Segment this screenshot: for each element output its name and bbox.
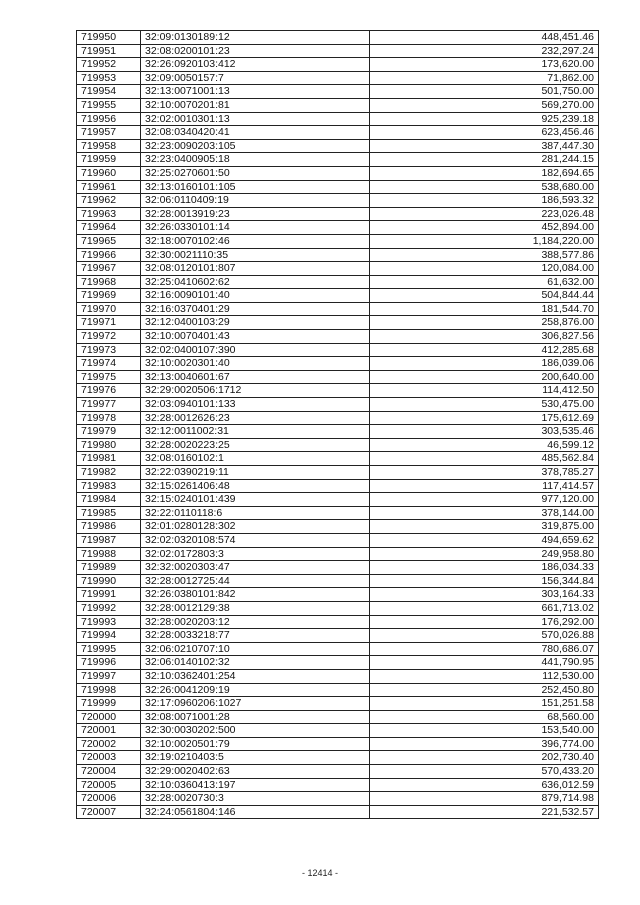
cadastral-number-cell: 32:15:0240101:439: [141, 493, 370, 507]
cadastral-number-cell: 32:18:0070102:46: [141, 234, 370, 248]
record-id-cell: 719967: [77, 262, 141, 276]
amount-cell: 412,285.68: [370, 343, 599, 357]
cadastral-number-cell: 32:29:0020402:63: [141, 765, 370, 779]
cadastral-number-cell: 32:02:0400107:390: [141, 343, 370, 357]
record-id-cell: 720000: [77, 710, 141, 724]
record-id-cell: 719978: [77, 411, 141, 425]
table-row: [77, 547, 599, 561]
record-id-cell: 719975: [77, 370, 141, 384]
record-id-cell: 719997: [77, 669, 141, 683]
record-id-cell: 719999: [77, 697, 141, 711]
record-id-cell: 719968: [77, 275, 141, 289]
table-row: [77, 710, 599, 724]
cadastral-number-cell: 32:28:0020730:3: [141, 792, 370, 806]
record-id-cell: 720004: [77, 765, 141, 779]
table-row: [77, 533, 599, 547]
cadastral-number-cell: 32:12:0011002:31: [141, 425, 370, 439]
record-id-cell: 719996: [77, 656, 141, 670]
amount-cell: 501,750.00: [370, 85, 599, 99]
cadastral-number-cell: 32:10:0070201:81: [141, 98, 370, 112]
table-row: [77, 180, 599, 194]
cadastral-number-cell: 32:01:0280128:302: [141, 520, 370, 534]
amount-cell: 117,414.57: [370, 479, 599, 493]
amount-cell: 181,544.70: [370, 302, 599, 316]
cadastral-number-cell: 32:28:0033218:77: [141, 629, 370, 643]
cadastral-number-cell: 32:08:0340420:41: [141, 126, 370, 140]
cadastral-number-cell: 32:28:0012626:23: [141, 411, 370, 425]
cadastral-number-cell: 32:06:0210707:10: [141, 642, 370, 656]
cadastral-number-cell: 32:23:0400905:18: [141, 153, 370, 167]
record-id-cell: 719951: [77, 44, 141, 58]
amount-cell: 186,039.06: [370, 357, 599, 371]
record-id-cell: 719971: [77, 316, 141, 330]
cadastral-number-cell: 32:16:0370401:29: [141, 302, 370, 316]
record-id-cell: 720002: [77, 737, 141, 751]
amount-cell: 494,659.62: [370, 533, 599, 547]
cadastral-number-cell: 32:13:0040601:67: [141, 370, 370, 384]
cadastral-number-cell: 32:28:0012725:44: [141, 574, 370, 588]
table-row: [77, 194, 599, 208]
cadastral-number-cell: 32:23:0090203:105: [141, 139, 370, 153]
table-row: [77, 357, 599, 371]
record-id-cell: 719991: [77, 588, 141, 602]
record-id-cell: 719987: [77, 533, 141, 547]
amount-cell: 182,694.65: [370, 166, 599, 180]
record-id-cell: 719985: [77, 506, 141, 520]
table-row: [77, 629, 599, 643]
table-row: [77, 574, 599, 588]
record-id-cell: 719989: [77, 561, 141, 575]
amount-cell: 780,686.07: [370, 642, 599, 656]
amount-cell: 319,875.00: [370, 520, 599, 534]
record-id-cell: 719995: [77, 642, 141, 656]
record-id-cell: 719950: [77, 31, 141, 45]
cadastral-number-cell: 32:10:0360413:197: [141, 778, 370, 792]
record-id-cell: 719994: [77, 629, 141, 643]
cadastral-number-cell: 32:10:0362401:254: [141, 669, 370, 683]
amount-cell: 623,456.46: [370, 126, 599, 140]
record-id-cell: 719980: [77, 438, 141, 452]
amount-cell: 441,790.95: [370, 656, 599, 670]
table-row: [77, 561, 599, 575]
amount-cell: 452,894.00: [370, 221, 599, 235]
table-row: [77, 248, 599, 262]
amount-cell: 569,270.00: [370, 98, 599, 112]
record-id-cell: 719972: [77, 330, 141, 344]
amount-cell: 378,144.00: [370, 506, 599, 520]
table-row: [77, 601, 599, 615]
amount-cell: 1,184,220.00: [370, 234, 599, 248]
table-row: [77, 683, 599, 697]
table-row: [77, 452, 599, 466]
record-id-cell: 719959: [77, 153, 141, 167]
table-row: [77, 588, 599, 602]
amount-cell: 448,451.46: [370, 31, 599, 45]
amount-cell: 151,251.58: [370, 697, 599, 711]
table-row: [77, 139, 599, 153]
table-row: [77, 44, 599, 58]
record-id-cell: 720006: [77, 792, 141, 806]
cadastral-number-cell: 32:30:0030202:500: [141, 724, 370, 738]
record-id-cell: 719986: [77, 520, 141, 534]
table-row: [77, 805, 599, 819]
amount-cell: 249,958.80: [370, 547, 599, 561]
cadastral-number-cell: 32:32:0020303:47: [141, 561, 370, 575]
table-row: [77, 98, 599, 112]
amount-cell: 186,034.33: [370, 561, 599, 575]
cadastral-number-cell: 32:09:0130189:12: [141, 31, 370, 45]
table-row: [77, 425, 599, 439]
ledger-body: [77, 31, 599, 819]
record-id-cell: 719953: [77, 71, 141, 85]
amount-cell: 388,577.86: [370, 248, 599, 262]
table-row: [77, 792, 599, 806]
table-row: [77, 479, 599, 493]
record-id-cell: 719976: [77, 384, 141, 398]
cadastral-number-cell: 32:10:0020501:79: [141, 737, 370, 751]
amount-cell: 925,239.18: [370, 112, 599, 126]
cadastral-number-cell: 32:22:0390219:11: [141, 466, 370, 480]
amount-cell: 303,535.46: [370, 425, 599, 439]
amount-cell: 175,612.69: [370, 411, 599, 425]
record-id-cell: 719981: [77, 452, 141, 466]
table-row: [77, 778, 599, 792]
cadastral-number-cell: 32:26:0330101:14: [141, 221, 370, 235]
table-row: [77, 370, 599, 384]
record-id-cell: 719998: [77, 683, 141, 697]
cadastral-number-cell: 32:06:0140102:32: [141, 656, 370, 670]
record-id-cell: 719988: [77, 547, 141, 561]
table-row: [77, 411, 599, 425]
amount-cell: 156,344.84: [370, 574, 599, 588]
amount-cell: 387,447.30: [370, 139, 599, 153]
amount-cell: 485,562.84: [370, 452, 599, 466]
cadastral-number-cell: 32:15:0261406:48: [141, 479, 370, 493]
table-row: [77, 262, 599, 276]
record-id-cell: 720007: [77, 805, 141, 819]
record-id-cell: 719954: [77, 85, 141, 99]
record-id-cell: 719962: [77, 194, 141, 208]
record-id-cell: 719984: [77, 493, 141, 507]
table-row: [77, 289, 599, 303]
cadastral-number-cell: 32:09:0050157:7: [141, 71, 370, 85]
table-row: [77, 234, 599, 248]
table-row: [77, 85, 599, 99]
table-row: [77, 669, 599, 683]
amount-cell: 223,026.48: [370, 207, 599, 221]
amount-cell: 530,475.00: [370, 398, 599, 412]
cadastral-number-cell: 32:25:0270601:50: [141, 166, 370, 180]
cadastral-number-cell: 32:02:0320108:574: [141, 533, 370, 547]
amount-cell: 306,827.56: [370, 330, 599, 344]
amount-cell: 252,450.80: [370, 683, 599, 697]
amount-cell: 636,012.59: [370, 778, 599, 792]
amount-cell: 661,713.02: [370, 601, 599, 615]
amount-cell: 71,862.00: [370, 71, 599, 85]
table-row: [77, 493, 599, 507]
amount-cell: 153,540.00: [370, 724, 599, 738]
record-id-cell: 719983: [77, 479, 141, 493]
record-id-cell: 719970: [77, 302, 141, 316]
amount-cell: 378,785.27: [370, 466, 599, 480]
amount-cell: 202,730.40: [370, 751, 599, 765]
cadastral-number-cell: 32:08:0120101:807: [141, 262, 370, 276]
cadastral-number-cell: 32:08:0160102:1: [141, 452, 370, 466]
amount-cell: 186,593.32: [370, 194, 599, 208]
cadastral-number-cell: 32:28:0020223:25: [141, 438, 370, 452]
amount-cell: 504,844.44: [370, 289, 599, 303]
record-id-cell: 719974: [77, 357, 141, 371]
amount-cell: 176,292.00: [370, 615, 599, 629]
table-row: [77, 656, 599, 670]
amount-cell: 538,680.00: [370, 180, 599, 194]
table-row: [77, 153, 599, 167]
cadastral-number-cell: 32:30:0021110:35: [141, 248, 370, 262]
amount-cell: 570,433.20: [370, 765, 599, 779]
cadastral-number-cell: 32:12:0400103:29: [141, 316, 370, 330]
table-row: [77, 166, 599, 180]
record-id-cell: 719957: [77, 126, 141, 140]
amount-cell: 281,244.15: [370, 153, 599, 167]
cadastral-number-cell: 32:26:0920103:412: [141, 58, 370, 72]
record-id-cell: 719964: [77, 221, 141, 235]
record-id-cell: 719973: [77, 343, 141, 357]
cadastral-number-cell: 32:28:0013919:23: [141, 207, 370, 221]
amount-cell: 61,632.00: [370, 275, 599, 289]
amount-cell: 303,164.33: [370, 588, 599, 602]
cadastral-number-cell: 32:10:0070401:43: [141, 330, 370, 344]
cadastral-number-cell: 32:08:0200101:23: [141, 44, 370, 58]
amount-cell: 396,774.00: [370, 737, 599, 751]
table-row: [77, 384, 599, 398]
cadastral-number-cell: 32:22:0110118:6: [141, 506, 370, 520]
table-row: [77, 330, 599, 344]
ledger-table: [76, 30, 599, 819]
cadastral-number-cell: 32:13:0160101:105: [141, 180, 370, 194]
amount-cell: 173,620.00: [370, 58, 599, 72]
amount-cell: 68,560.00: [370, 710, 599, 724]
cadastral-number-cell: 32:16:0090101:40: [141, 289, 370, 303]
cadastral-number-cell: 32:29:0020506:1712: [141, 384, 370, 398]
record-id-cell: 719979: [77, 425, 141, 439]
record-id-cell: 719982: [77, 466, 141, 480]
table-row: [77, 615, 599, 629]
cadastral-number-cell: 32:28:0012129:38: [141, 601, 370, 615]
cadastral-number-cell: 32:19:0210403:5: [141, 751, 370, 765]
cadastral-number-cell: 32:02:0172803:3: [141, 547, 370, 561]
amount-cell: 258,876.00: [370, 316, 599, 330]
cadastral-number-cell: 32:28:0020203:12: [141, 615, 370, 629]
record-id-cell: 719960: [77, 166, 141, 180]
record-id-cell: 719969: [77, 289, 141, 303]
record-id-cell: 719955: [77, 98, 141, 112]
table-row: [77, 275, 599, 289]
table-row: [77, 506, 599, 520]
amount-cell: 977,120.00: [370, 493, 599, 507]
amount-cell: 221,532.57: [370, 805, 599, 819]
table-row: [77, 751, 599, 765]
table-row: [77, 316, 599, 330]
cadastral-number-cell: 32:03:0940101:133: [141, 398, 370, 412]
table-row: [77, 126, 599, 140]
record-id-cell: 720005: [77, 778, 141, 792]
amount-cell: 232,297.24: [370, 44, 599, 58]
record-id-cell: 719992: [77, 601, 141, 615]
table-row: [77, 343, 599, 357]
table-row: [77, 520, 599, 534]
amount-cell: 200,640.00: [370, 370, 599, 384]
record-id-cell: 719958: [77, 139, 141, 153]
table-row: [77, 112, 599, 126]
table-row: [77, 398, 599, 412]
table-row: [77, 71, 599, 85]
record-id-cell: 719993: [77, 615, 141, 629]
amount-cell: 112,530.00: [370, 669, 599, 683]
record-id-cell: 719952: [77, 58, 141, 72]
record-id-cell: 719966: [77, 248, 141, 262]
record-id-cell: 719990: [77, 574, 141, 588]
record-id-cell: 719963: [77, 207, 141, 221]
table-row: [77, 466, 599, 480]
cadastral-number-cell: 32:26:0380101:842: [141, 588, 370, 602]
amount-cell: 570,026.88: [370, 629, 599, 643]
record-id-cell: 719977: [77, 398, 141, 412]
table-row: [77, 737, 599, 751]
table-row: [77, 765, 599, 779]
record-id-cell: 719956: [77, 112, 141, 126]
record-id-cell: 720003: [77, 751, 141, 765]
amount-cell: 879,714.98: [370, 792, 599, 806]
page-number: - 12414 -: [301, 868, 339, 878]
table-row: [77, 207, 599, 221]
table-row: [77, 697, 599, 711]
cadastral-number-cell: 32:02:0010301:13: [141, 112, 370, 126]
table-row: [77, 221, 599, 235]
cadastral-number-cell: 32:08:0071001:28: [141, 710, 370, 724]
cadastral-number-cell: 32:25:0410602:62: [141, 275, 370, 289]
table-row: [77, 302, 599, 316]
cadastral-number-cell: 32:26:0041209:19: [141, 683, 370, 697]
record-id-cell: 719965: [77, 234, 141, 248]
table-row: [77, 31, 599, 45]
table-row: [77, 438, 599, 452]
cadastral-number-cell: 32:24:0561804:146: [141, 805, 370, 819]
cadastral-number-cell: 32:17:0960206:1027: [141, 697, 370, 711]
amount-cell: 120,084.00: [370, 262, 599, 276]
amount-cell: 46,599.12: [370, 438, 599, 452]
amount-cell: 114,412.50: [370, 384, 599, 398]
record-id-cell: 720001: [77, 724, 141, 738]
table-row: [77, 58, 599, 72]
cadastral-number-cell: 32:10:0020301:40: [141, 357, 370, 371]
table-row: [77, 642, 599, 656]
cadastral-number-cell: 32:06:0110409:19: [141, 194, 370, 208]
record-id-cell: 719961: [77, 180, 141, 194]
cadastral-number-cell: 32:13:0071001:13: [141, 85, 370, 99]
table-row: [77, 724, 599, 738]
